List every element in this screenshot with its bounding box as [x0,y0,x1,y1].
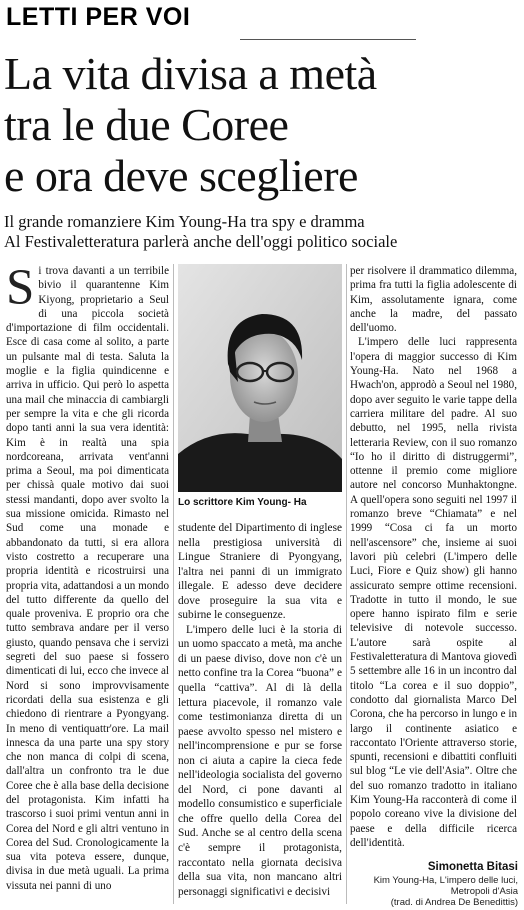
headline-line-1: La vita divisa a metà [4,48,377,99]
photo-caption: Lo scrittore Kim Young- Ha [178,497,307,508]
headline-line-2: tra le due Coree [4,99,289,150]
column-divider [346,264,347,904]
article-text: i trova davanti a un terribile bivio il quarantenne Kim Kiyong, proprietario a Seul di una piccola società d'importazione di film occidentali. Esce di casa come al solito, a parte un pulsante mal di testa. Saluta la moglie e la figlia quindicenne e arriva in ufficio. Qui però lo aspetta una mail che minaccia di cambiargli per sempre la vita e che gli ricorda dopo tanti anni la sua vera identità: Kim è in realtà una spia nordcoreana, arrivata vent'anni prima a Seoul, ma poi dimenticata per chissà quale motivo dai suoi stessi mandanti, dopo aver svolto la sua missione omicida. Rimasto nel Sud come una monade e abbandonato da tutti, si era allora visto costretto a recuperare una propria identità e ricostruirsi una propria vita, adattandosi a un mondo del tutto differente da quello del quale proveniva. E proprio ora che tutto sembrava andare per il verso giusto, quando pensava che i servizi segreti del suo paese si fossero dimenticati di lui, ecco che invece al Nord si sono improvvisamente ricordati della sua esistenza e gli chiedono di rientrare a Pyongyang. In meno di ventiquattr'ore. La mail innesca da una parte una spy story che non manca di colpi di scena, dall'altra un confronto tra le due Coree che è alla base della decisione del protagonista. Kim infatti ha trascorso i suoi primi ventun anni in Corea del Nord e gli altri ventuno in Corea del Sud. Cronologicamente la sua vita poteva essere, dunque, divisa in due metà uguali. La prima vissuta nei panni di uno [6,265,169,892]
column-divider [173,264,174,904]
drop-cap: S [6,260,35,316]
book-info [374,875,518,908]
article-paragraph: per risolvere il drammatico dilemma, prima fra tutti la figlia adolescente di Kim, assolutamente ignara, come anche la madre, del passato dell'uomo. [350,265,517,335]
subheadline [4,212,520,252]
book-info-line: (trad. di Andrea De Benedittis) [390,897,518,908]
article-paragraph: L'impero delle luci è la storia di un uomo spaccato a metà, ma anche di un paese diviso, dove non c'è un netto confine tra la Corea “buona” e quella “cattiva”. Al di là della lettura piacevole, il romanzo vale come testimonianza diretta di un paese avvolto spesso nel mistero e nell'incomprensione e pur se forse non ci aiuta a capire la cieca fede nell'ideologia socialista del governo del Nord, ci pone davanti al modello consumistico e superficiale che offre quello della Corea del Sud. Anche se al centro della scena c'è sempre il protagonista, raccontato nella giornata decisiva della sua vita, non mancano altri personaggi significativi e decisivi [178,623,342,898]
article-paragraph: studente del Dipartimento di inglese nella prestigiosa università di Lingue Straniere di Pyongyang, l'altra nei panni di un immigrato illegale. E adesso deve decidere dove proseguire la sua vita e subirne le conseguenze. [178,522,342,622]
headline-line-3: e ora deve scegliere [4,150,358,201]
article-paragraph: L'impero delle luci rappresenta l'opera di maggior successo di Kim Young-Ha. Nato nel 1968 a Hwach'on, approdò a Seoul nel 1980, dopo aver seguito le varie tappe della carriera militare del padre. Al suo debutto, nel 1995, nella rivista letteraria Review, con il suo romanzo “Io ho il diritto di distruggermi”, ottenne il premio come migliore autore nel concorso Munhaktongne. A quell'opera sono seguiti nel 1997 il romanzo breve “Chiamata” e nel 1999 “Cosa ci fa un morto nell'ascensore” che, insieme ai suoi lavori più celebri (L'impero delle Luci, Fiore e Quiz show) gli hanno assicurato sempre ottime recensioni. Tradotte in tutto il mondo, le sue opere hanno ispirato film e serie televisive di notevole successo. L'autore sarà ospite al Festivaletteratura di Mantova giovedì 5 settembre alle 16 in un incontro dal titolo “La corea e il suo doppio”, condotto dal giornalista Marco Del Corona, che ha percorso in lungo e in largo il continente asiatico e raccontato l'Oriente attraverso storie, spunti, recensioni e dibattiti confluiti sul blog “Le vie dell'Asia”. Oltre che del suo romanzo tradotto in italiano Kim Young-Ha racconterà di come il popolo coreano vive la divisione del paese e della difficile ricerca dell'identità. [350,336,517,849]
article-paragraph [6,260,169,893]
book-info-line: Kim Young-Ha, L'impero delle luci, [373,875,518,886]
article-column-2 [178,521,342,899]
book-info-line: Metropoli d'Asia [450,886,518,897]
subhead-line-1: Il grande romanziere Kim Young-Ha tra spy e dramma [4,212,365,231]
author-portrait-image [178,264,342,492]
section-kicker: LETTI PER VOI [6,3,191,31]
article-column-1 [6,260,169,893]
author-byline: Simonetta Bitasi [427,861,518,873]
author-photo [178,264,342,492]
headline [4,48,520,201]
subhead-line-2: Al Festivaletteratura parlerà anche dell'oggi politico sociale [4,232,398,251]
article-column-3 [350,264,517,850]
kicker-rule [240,39,416,40]
